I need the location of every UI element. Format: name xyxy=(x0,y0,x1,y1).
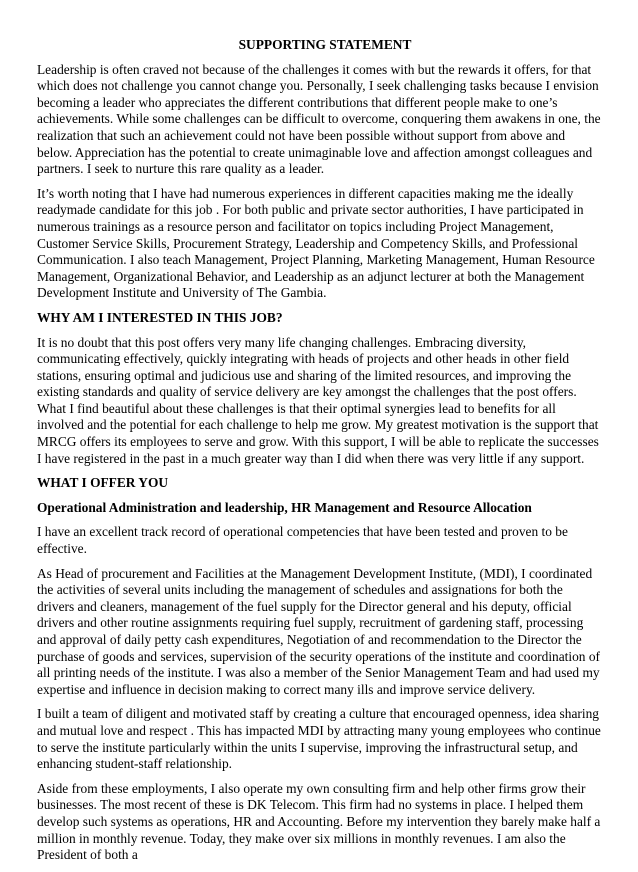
paragraph-leadership: Leadership is often craved not because of the challenges it comes with but the rewards it offers, for that which does not challenge you cannot change you. Personally, I seek challenging tasks because I envision becoming a leader who appreciates the different contributions that different people make to one’s achievements. While some challenges can be difficult to overcome, conquering them awakens in one, the realization that such an achievement could not have been possible without support from above and below. Appreciation has the potential to create unimaginable love and affection amongst colleagues and partners. I seek to nurture this rare quality as a leader. xyxy=(37,61,601,177)
paragraph-challenges: It is no doubt that this post offers very many life changing challenges. Embracing diversity, communicating effectively, quickly integrating with heads of projects and other heads in other field stations, ensuring optimal and judicious use and sharing of the limited resources, and improving the existing standards and quality of service delivery are key amongst the challenges that the post offers. What I find beautiful about these challenges is that their optimal synergies lead to benefits for all involved and the potential for each challenge to help me grow. My greatest motivation is the support that MRCG offers its employees to serve and grow. With this support, I will be able to replicate the successes I have registered in the past in a much greater way than I did when there was very little if any support. xyxy=(37,334,599,466)
paragraph-head-of-procurement: As Head of procurement and Facilities at the Management Development Institute, (MDI), I coordinated the activities of several units including the management of schedules and assignations for both the drivers and cleaners, management of the fuel supply for the Director general and his deputy, official drivers and other routine assignments requiring fuel supply, recruitment of gardening staff, processing and approval of daily petty cash expenditures, Negotiation of and recommendation to the Director the purchase of goods and services, supervision of the security operations of the institute and coordination of all printing needs of the institute. I was also a member of the Senior Management Team and had used my expertise and influence in decision making to correct many ills and improve service delivery. xyxy=(37,565,601,697)
heading-what-i-offer: WHAT I OFFER YOU xyxy=(37,475,169,491)
heading-why-interested: WHY AM I INTERESTED IN THIS JOB? xyxy=(37,309,283,325)
document-title: SUPPORTING STATEMENT xyxy=(238,37,412,52)
paragraph-team-building: I built a team of diligent and motivated staff by creating a culture that encouraged openness, idea sharing and mutual love and respect . This has impacted MDI by attracting many young employees who continue to serve the institute particularly within the units I supervise, improving the infrastructural setup, and enhancing student-staff relationship. xyxy=(37,706,601,772)
paragraph-experience: It’s worth noting that I have had numerous experiences in different capacities making me the ideally readymade candidate for this job . For both public and private sector authorities, I have participated in numerous trainings as a resource person and facilitator on topics including Project Management, Customer Service Skills, Procurement Strategy, Leadership and Competency Skills, and Professional Communication. I also teach Management, Project Planning, Marketing Management, Human Resource Management, Organizational Behavior, and Leadership as an adjunct lecturer at both the Management Development Institute and University of The Gambia. xyxy=(37,185,595,301)
paragraph-track-record: I have an excellent track record of operational competencies that have been tested and proven to be effective. xyxy=(37,524,568,557)
paragraph-consulting: Aside from these employments, I also operate my own consulting firm and help other firms grow their businesses. The most recent of these is DK Telecom. This firm had no systems in place. I helped them develop such systems as operations, HR and Accounting. Before my intervention they barely make half a million in monthly revenue. Today, they make over six millions in monthly revenues. I am also the President of both a xyxy=(37,780,601,863)
subheading-operational-administration: Operational Administration and leadership, HR Management and Resource Allocation xyxy=(37,499,532,515)
document-page xyxy=(37,37,603,872)
